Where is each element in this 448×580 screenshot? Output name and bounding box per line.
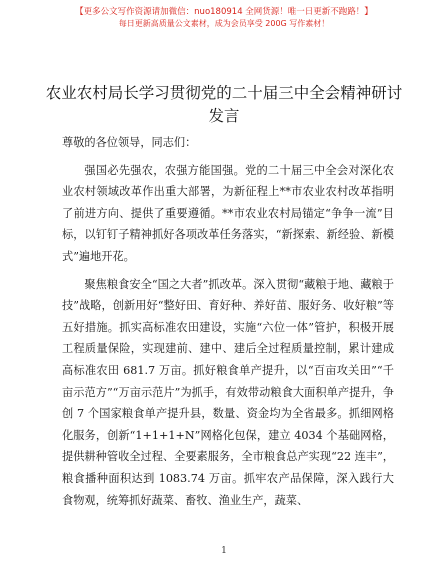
document-title: 农业农村局长学习贯彻党的二十届三中全会精神研讨发言 <box>45 84 403 125</box>
greeting: 尊敬的各位领导，同志们： <box>62 136 197 149</box>
paragraph-2: 聚焦粮食安全“国之大者”抓改革。深入贯彻“藏粮于地、藏粮于技”战略，创新用好“整好田、育好种、养好苗、服好务、收好粮”等五好措施。抓实高标准农田建设，实施“六位一体”管护，积极开展工程质量保险，实现建前、建中、建后全过程质量控制，累计建成高标准农田 681.7 万亩。抓好粮食单产提升，以“百亩攻关田”“千亩示范方”“万亩示范片”为抓手，有效带动粮食大面积单产提升，争创 7 个国家粮食单产提升县，数量、资金均为全省最多。抓细网格化服务，创新“1+1+1+N”网格化包保，建立 4034 个基础网格，提供耕种管收全过程、全要素服务，全市粮食总产实现“22 连丰”，粮食播种面积达到 1083.74 万亩。抓牢农产品保障，深入践行大食物观，统筹抓好蔬菜、畜牧、渔业生产，蔬菜、 <box>62 277 394 507</box>
promo-banner-line-1: 【更多公文写作资源请加微信：nuo180914 全网货源！唯一日更新不跑路！】 <box>75 7 373 17</box>
page-number: 1 <box>221 546 227 556</box>
promo-banner <box>0 6 448 30</box>
paragraph-1: 强国必先强农，农强方能国强。党的二十届三中全会对深化农业农村领域改革作出重大部署，为新征程上**市农业农村改革指明了前进方向、提供了重要遵循。**市农业农村局锚定“争争一流”目标，以钉钉子精神抓好各项改革任务落实，“新探索、新经验、新模式”遍地开花。 <box>62 163 394 263</box>
document-body <box>62 132 394 517</box>
promo-banner-line-2: 每日更新高质量公文素材，成为会员享受 200G 写作素材！ <box>118 19 330 28</box>
